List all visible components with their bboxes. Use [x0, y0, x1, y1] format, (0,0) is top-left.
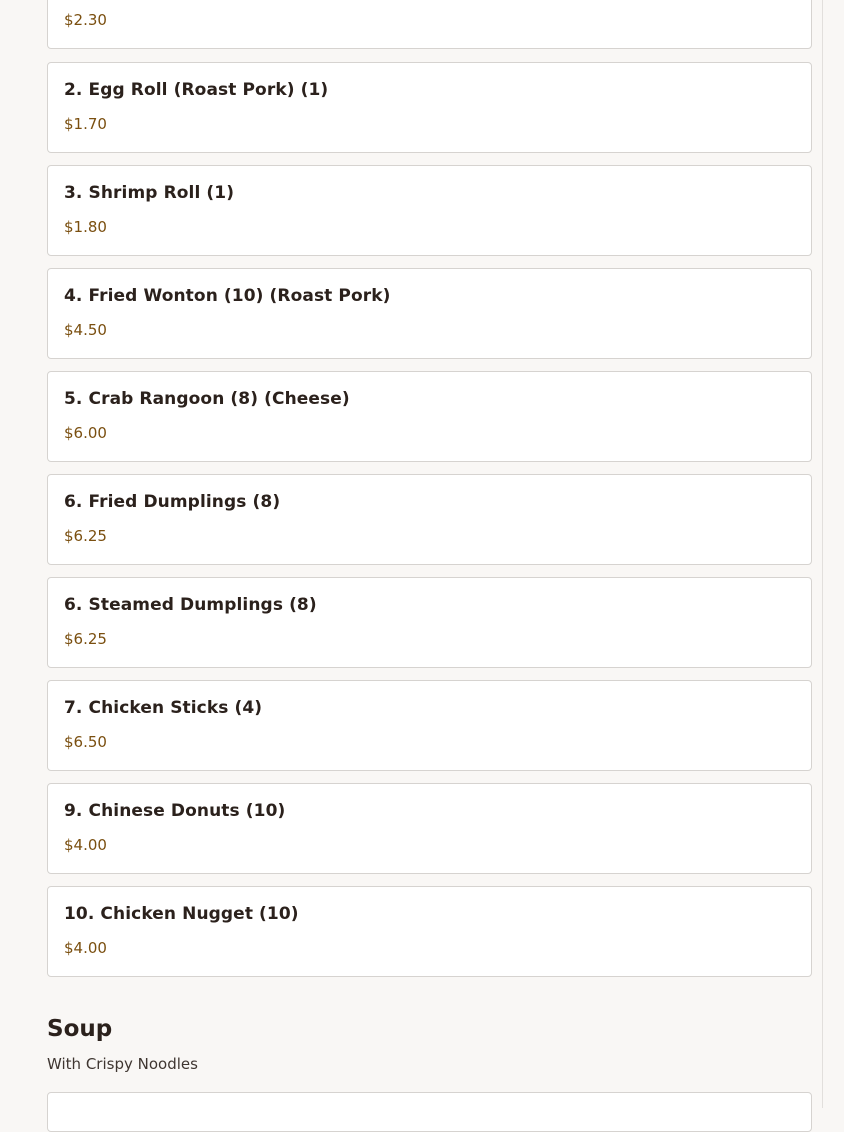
menu-item-card[interactable]	[47, 0, 812, 49]
menu-item-card[interactable]	[47, 371, 812, 462]
menu-item-name: 9. Chinese Donuts (10)	[64, 801, 286, 821]
menu-item-card[interactable]	[47, 886, 812, 977]
menu-item-card[interactable]	[47, 680, 812, 771]
menu-item-price: $1.80	[64, 218, 107, 236]
menu-item-card[interactable]	[47, 474, 812, 565]
menu-item-card[interactable]	[47, 577, 812, 668]
menu-item-price: $4.00	[64, 939, 107, 957]
menu-item-card[interactable]	[47, 783, 812, 874]
menu-item-price: $2.30	[64, 11, 107, 29]
menu-item-price: $1.70	[64, 115, 107, 133]
menu-item-name: 4. Fried Wonton (10) (Roast Pork)	[64, 286, 391, 306]
menu-item-card[interactable]	[47, 1092, 812, 1132]
section-title-soup: Soup	[47, 1016, 113, 1042]
menu-item-price: $6.25	[64, 630, 107, 648]
menu-item-name: 5. Crab Rangoon (8) (Cheese)	[64, 389, 350, 409]
menu-item-name: 6. Steamed Dumplings (8)	[64, 595, 317, 615]
menu-item-name: 10. Chicken Nugget (10)	[64, 904, 299, 924]
menu-item-price: $6.00	[64, 424, 107, 442]
menu-item-card[interactable]	[47, 165, 812, 256]
menu-item-name: 3. Shrimp Roll (1)	[64, 183, 235, 203]
menu-item-name: 6. Fried Dumplings (8)	[64, 492, 281, 512]
menu-item-card[interactable]	[47, 268, 812, 359]
section-subtitle-soup: With Crispy Noodles	[47, 1055, 198, 1073]
menu-item-price: $6.50	[64, 733, 107, 751]
menu-item-price: $4.50	[64, 321, 107, 339]
menu-item-card[interactable]	[47, 62, 812, 153]
menu-item-price: $6.25	[64, 527, 107, 545]
menu-item-name: 2. Egg Roll (Roast Pork) (1)	[64, 80, 329, 100]
menu-item-name: 7. Chicken Sticks (4)	[64, 698, 263, 718]
menu-item-price: $4.00	[64, 836, 107, 854]
